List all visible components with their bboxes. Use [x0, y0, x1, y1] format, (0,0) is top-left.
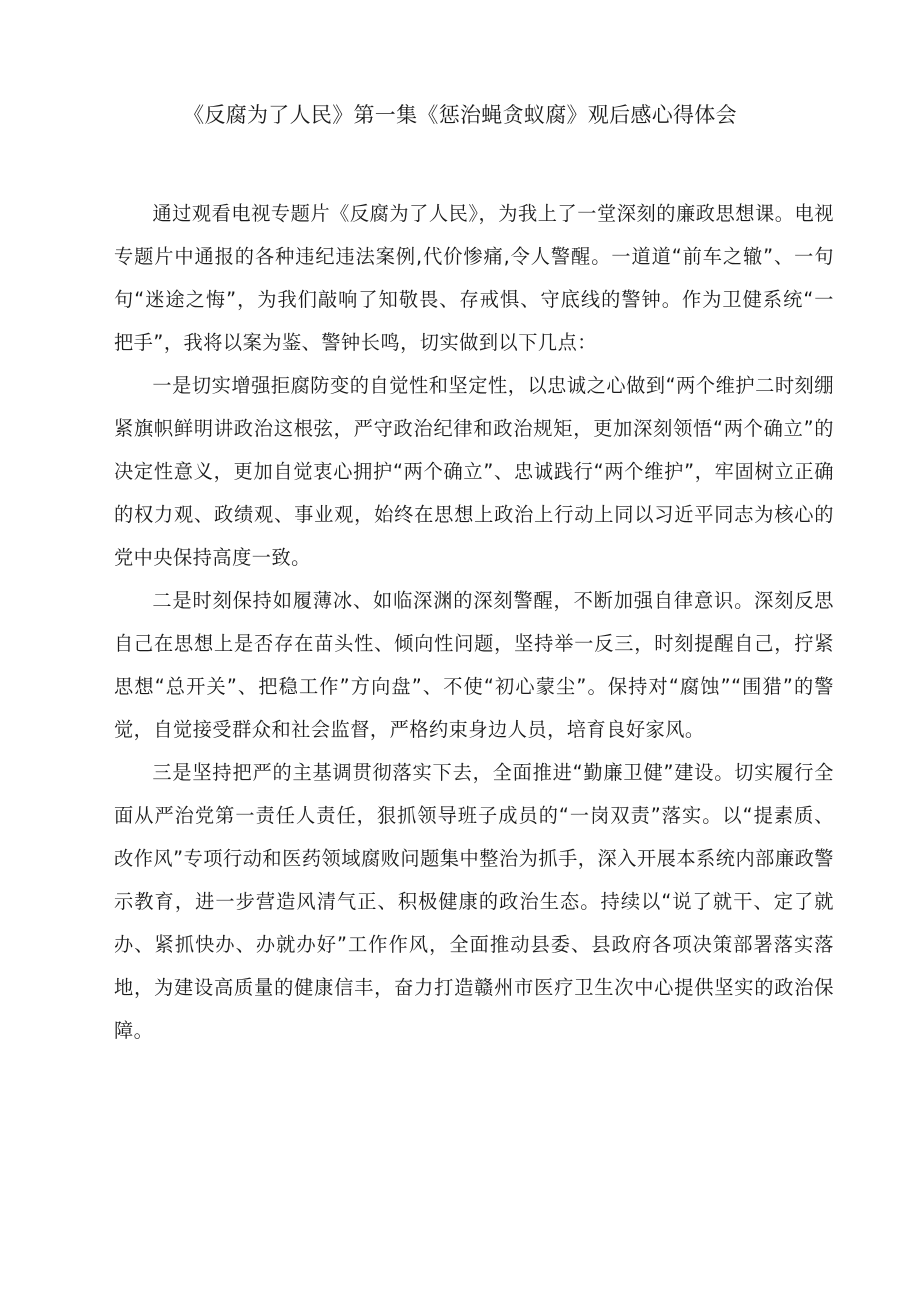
- document-body: [114, 192, 834, 1052]
- page-title: 《反腐为了人民》第一集《惩治蝇贪蚁腐》观后感心得体会: [183, 103, 737, 127]
- paragraph-intro: 通过观看电视专题片《反腐为了人民》，为我上了一堂深刻的廉政思想课。电视专题片中通报的各种违纪违法案例,代价惨痛,令人警醒。一道道“前车之辙”、一句句“迷途之悔”，为我们敲响了知敬畏、存戒惧、守底线的警钟。作为卫健系统“一把手”，我将以案为鉴、警钟长鸣，切实做到以下几点：: [114, 202, 834, 354]
- paragraph-point-one: 一是切实增强拒腐防变的自觉性和坚定性，以忠诚之心做到“两个维护二时刻绷紧旗帜鲜明讲政治这根弦，严守政治纪律和政治规矩，更加深刻领悟“两个确立”的决定性意义，更加自觉衷心拥护“两个确立”、忠诚践行“两个维护”，牢固树立正确的权力观、政绩观、事业观，始终在思想上政治上行动上同以习近平同志为核心的党中央保持高度一致。: [114, 374, 834, 569]
- paragraph-point-two: 二是时刻保持如履薄冰、如临深渊的深刻警醒，不断加强自律意识。深刻反思自己在思想上是否存在苗头性、倾向性问题，坚持举一反三，时刻提醒自己，拧紧思想“总开关”、把稳工作”方向盘”、不使“初心蒙尘”。保持对“腐蚀”“围猎”的警觉，自觉接受群众和社会监督，严格约束身边人员，培育良好家风。: [114, 589, 834, 741]
- paragraph-point-three: 三是坚持把严的主基调贯彻落实下去，全面推进“勤廉卫健”建设。切实履行全面从严治党第一责任人责任，狠抓领导班子成员的“一岗双责”落实。以“提素质、改作风”专项行动和医药领域腐败问题集中整治为抓手，深入开展本系统内部廉政警示教育，进一步营造风清气正、积极健康的政治生态。持续以“说了就干、定了就办、紧抓快办、办就办好”工作作风，全面推动县委、县政府各项决策部署落实落地，为建设高质量的健康信丰，奋力打造赣州市医疗卫生次中心提供坚实的政治保障。: [114, 761, 834, 1042]
